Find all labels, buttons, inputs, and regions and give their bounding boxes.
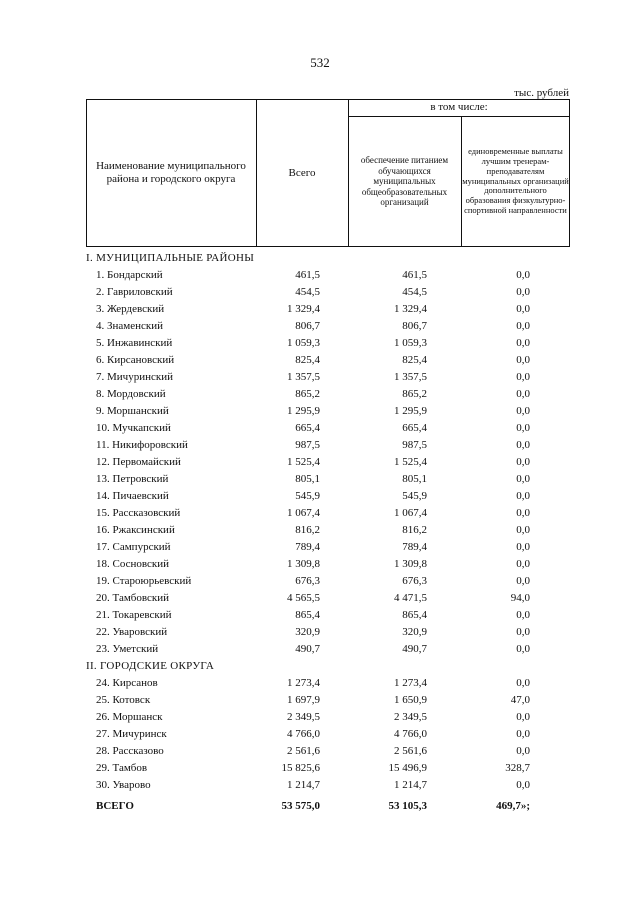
- row-name: 1. Бондарский: [96, 269, 163, 281]
- row-bonus: 0,0: [516, 371, 530, 383]
- row-food: 665,4: [402, 422, 427, 434]
- table-row: [86, 505, 570, 522]
- table-row: [86, 760, 570, 777]
- table-row: [86, 318, 570, 335]
- row-total: 1 357,5: [287, 371, 320, 383]
- table-row: [86, 607, 570, 624]
- row-food: 1 357,5: [394, 371, 427, 383]
- table-row: [86, 386, 570, 403]
- row-bonus: 0,0: [516, 745, 530, 757]
- page-number: 532: [310, 55, 330, 70]
- row-bonus: 0,0: [516, 286, 530, 298]
- row-food: 1 067,4: [394, 507, 427, 519]
- row-food: 1 309,8: [394, 558, 427, 570]
- row-bonus: 0,0: [516, 303, 530, 315]
- row-total: 461,5: [295, 269, 320, 281]
- table-row: [86, 641, 570, 658]
- table-row: [86, 590, 570, 607]
- row-total: 789,4: [295, 541, 320, 553]
- row-food: 1 650,9: [394, 694, 427, 706]
- row-food: 490,7: [402, 643, 427, 655]
- row-name: 16. Ржаксинский: [96, 524, 175, 536]
- row-bonus: 47,0: [510, 694, 530, 706]
- row-total: 454,5: [295, 286, 320, 298]
- row-name: 10. Мучкапский: [96, 422, 171, 434]
- table-row: [86, 692, 570, 709]
- row-name: 26. Моршанск: [96, 711, 163, 723]
- row-food: 987,5: [402, 439, 427, 451]
- row-food: 1 295,9: [394, 405, 427, 417]
- row-total: 545,9: [295, 490, 320, 502]
- row-name: 3. Жердевский: [96, 303, 165, 315]
- row-food: 545,9: [402, 490, 427, 502]
- row-name: 5. Инжавинский: [96, 337, 173, 349]
- row-total: 2 349,5: [287, 711, 320, 723]
- row-bonus: 0,0: [516, 320, 530, 332]
- row-total: 816,2: [295, 524, 320, 536]
- row-bonus: 0,0: [516, 541, 530, 553]
- row-total: 15 825,6: [281, 762, 320, 774]
- row-food: 15 496,9: [388, 762, 427, 774]
- row-bonus: 0,0: [516, 507, 530, 519]
- row-total: 1 067,4: [287, 507, 320, 519]
- row-name: 2. Гавриловский: [96, 286, 173, 298]
- row-bonus: 0,0: [516, 524, 530, 536]
- row-name: 29. Тамбов: [96, 762, 148, 774]
- row-food: 461,5: [402, 269, 427, 281]
- table-row: [86, 522, 570, 539]
- table-row: [86, 539, 570, 556]
- row-food: 1 273,4: [394, 677, 427, 689]
- table-row: [86, 624, 570, 641]
- header-including: в том числе:: [430, 101, 488, 114]
- row-total: 805,1: [295, 473, 320, 485]
- row-bonus: 0,0: [516, 609, 530, 621]
- row-name: 4. Знаменский: [96, 320, 164, 332]
- row-food: 1 059,3: [394, 337, 427, 349]
- row-food: 865,2: [402, 388, 427, 400]
- row-name: 28. Рассказово: [96, 745, 164, 757]
- row-bonus: 0,0: [516, 643, 530, 655]
- row-total: 865,2: [295, 388, 320, 400]
- row-total: 865,4: [295, 609, 320, 621]
- row-name: 23. Уметский: [96, 643, 159, 655]
- section-title: II. ГОРОДСКИЕ ОКРУГА: [86, 660, 215, 672]
- row-total: 1 309,8: [287, 558, 320, 570]
- row-bonus: 0,0: [516, 677, 530, 689]
- row-total: 2 561,6: [287, 745, 320, 757]
- table-row: [86, 726, 570, 743]
- row-total: 490,7: [295, 643, 320, 655]
- row-food: 2 561,6: [394, 745, 427, 757]
- table-row: [86, 709, 570, 726]
- row-bonus: 0,0: [516, 558, 530, 570]
- total-food: 53 105,3: [388, 800, 427, 812]
- section-title: I. МУНИЦИПАЛЬНЫЕ РАЙОНЫ: [86, 252, 255, 264]
- row-name: 17. Сампурский: [96, 541, 171, 553]
- section-heading: [86, 250, 570, 267]
- row-total: 665,4: [295, 422, 320, 434]
- row-name: 27. Мичуринск: [96, 728, 167, 740]
- row-bonus: 328,7: [505, 762, 530, 774]
- table-row: [86, 471, 570, 488]
- table-row: [86, 488, 570, 505]
- row-name: 11. Никифоровский: [96, 439, 188, 451]
- table-row: [86, 420, 570, 437]
- row-food: 676,3: [402, 575, 427, 587]
- row-name: 25. Котовск: [96, 694, 151, 706]
- row-bonus: 0,0: [516, 711, 530, 723]
- table-row: [86, 437, 570, 454]
- row-name: 9. Моршанский: [96, 405, 169, 417]
- row-bonus: 0,0: [516, 337, 530, 349]
- row-name: 30. Уварово: [96, 779, 151, 791]
- row-food: 454,5: [402, 286, 427, 298]
- row-food: 816,2: [402, 524, 427, 536]
- row-name: 21. Токаревский: [96, 609, 172, 621]
- row-food: 1 525,4: [394, 456, 427, 468]
- row-total: 320,9: [295, 626, 320, 638]
- row-total: 825,4: [295, 354, 320, 366]
- header-bonus-column: единовременные выплаты лучшим тренерам-преподавателям муниципальных организаций дополнительного образования физкультурно-спортивной направленности: [462, 146, 569, 215]
- table-header: [86, 99, 570, 247]
- row-name: 15. Рассказовский: [96, 507, 181, 519]
- row-name: 7. Мичуринский: [96, 371, 173, 383]
- row-food: 2 349,5: [394, 711, 427, 723]
- row-bonus: 0,0: [516, 779, 530, 791]
- row-total: 4 565,5: [287, 592, 320, 604]
- header-name-column: Наименование муниципального района и городского округа: [96, 160, 246, 185]
- row-total: 1 295,9: [287, 405, 320, 417]
- row-total: 1 214,7: [287, 779, 320, 791]
- row-bonus: 0,0: [516, 405, 530, 417]
- row-food: 865,4: [402, 609, 427, 621]
- row-food: 825,4: [402, 354, 427, 366]
- row-bonus: 0,0: [516, 626, 530, 638]
- table-row: [86, 403, 570, 420]
- table-row: [86, 284, 570, 301]
- table-body: [86, 250, 570, 815]
- row-bonus: 0,0: [516, 388, 530, 400]
- row-name: 6. Кирсановский: [96, 354, 175, 366]
- row-bonus: 0,0: [516, 456, 530, 468]
- table-row: [86, 369, 570, 386]
- total-total: 53 575,0: [281, 800, 320, 812]
- row-bonus: 0,0: [516, 490, 530, 502]
- grand-total-row: [86, 798, 570, 815]
- row-bonus: 0,0: [516, 422, 530, 434]
- header-food-column: обеспечение питанием обучающихся муниципальных общеобразовательных организаций: [360, 154, 449, 208]
- row-total: 4 766,0: [287, 728, 320, 740]
- row-bonus: 0,0: [516, 439, 530, 451]
- row-name: 19. Староюрьевский: [96, 575, 192, 587]
- row-name: 13. Петровский: [96, 473, 169, 485]
- row-food: 789,4: [402, 541, 427, 553]
- row-bonus: 94,0: [510, 592, 530, 604]
- row-name: 24. Кирсанов: [96, 677, 158, 689]
- row-name: 8. Мордовский: [96, 388, 166, 400]
- row-total: 1 059,3: [287, 337, 320, 349]
- table-row: [86, 454, 570, 471]
- row-bonus: 0,0: [516, 269, 530, 281]
- total-bonus: 469,7»;: [496, 800, 530, 812]
- row-total: 1 273,4: [287, 677, 320, 689]
- row-name: 22. Уваровский: [96, 626, 168, 638]
- section-heading: [86, 658, 570, 675]
- row-bonus: 0,0: [516, 354, 530, 366]
- table-row: [86, 573, 570, 590]
- row-food: 806,7: [402, 320, 427, 332]
- row-total: 1 697,9: [287, 694, 320, 706]
- table-row: [86, 777, 570, 794]
- row-bonus: 0,0: [516, 473, 530, 485]
- table-row: [86, 675, 570, 692]
- row-name: 14. Пичаевский: [96, 490, 169, 502]
- table-row: [86, 556, 570, 573]
- total-name: ВСЕГО: [96, 800, 134, 812]
- row-name: 18. Сосновский: [96, 558, 170, 570]
- row-total: 806,7: [295, 320, 320, 332]
- table-row: [86, 335, 570, 352]
- row-food: 1 329,4: [394, 303, 427, 315]
- row-bonus: 0,0: [516, 728, 530, 740]
- units-label: тыс. рублей: [514, 87, 569, 99]
- row-food: 1 214,7: [394, 779, 427, 791]
- row-food: 4 766,0: [394, 728, 427, 740]
- row-bonus: 0,0: [516, 575, 530, 587]
- row-total: 1 525,4: [287, 456, 320, 468]
- row-total: 676,3: [295, 575, 320, 587]
- row-total: 1 329,4: [287, 303, 320, 315]
- header-total-column: Всего: [288, 166, 316, 179]
- table-row: [86, 301, 570, 318]
- row-name: 12. Первомайский: [96, 456, 181, 468]
- row-food: 805,1: [402, 473, 427, 485]
- row-total: 987,5: [295, 439, 320, 451]
- row-name: 20. Тамбовский: [96, 592, 170, 604]
- table-row: [86, 267, 570, 284]
- table-row: [86, 352, 570, 369]
- row-food: 320,9: [402, 626, 427, 638]
- row-food: 4 471,5: [394, 592, 427, 604]
- table-row: [86, 743, 570, 760]
